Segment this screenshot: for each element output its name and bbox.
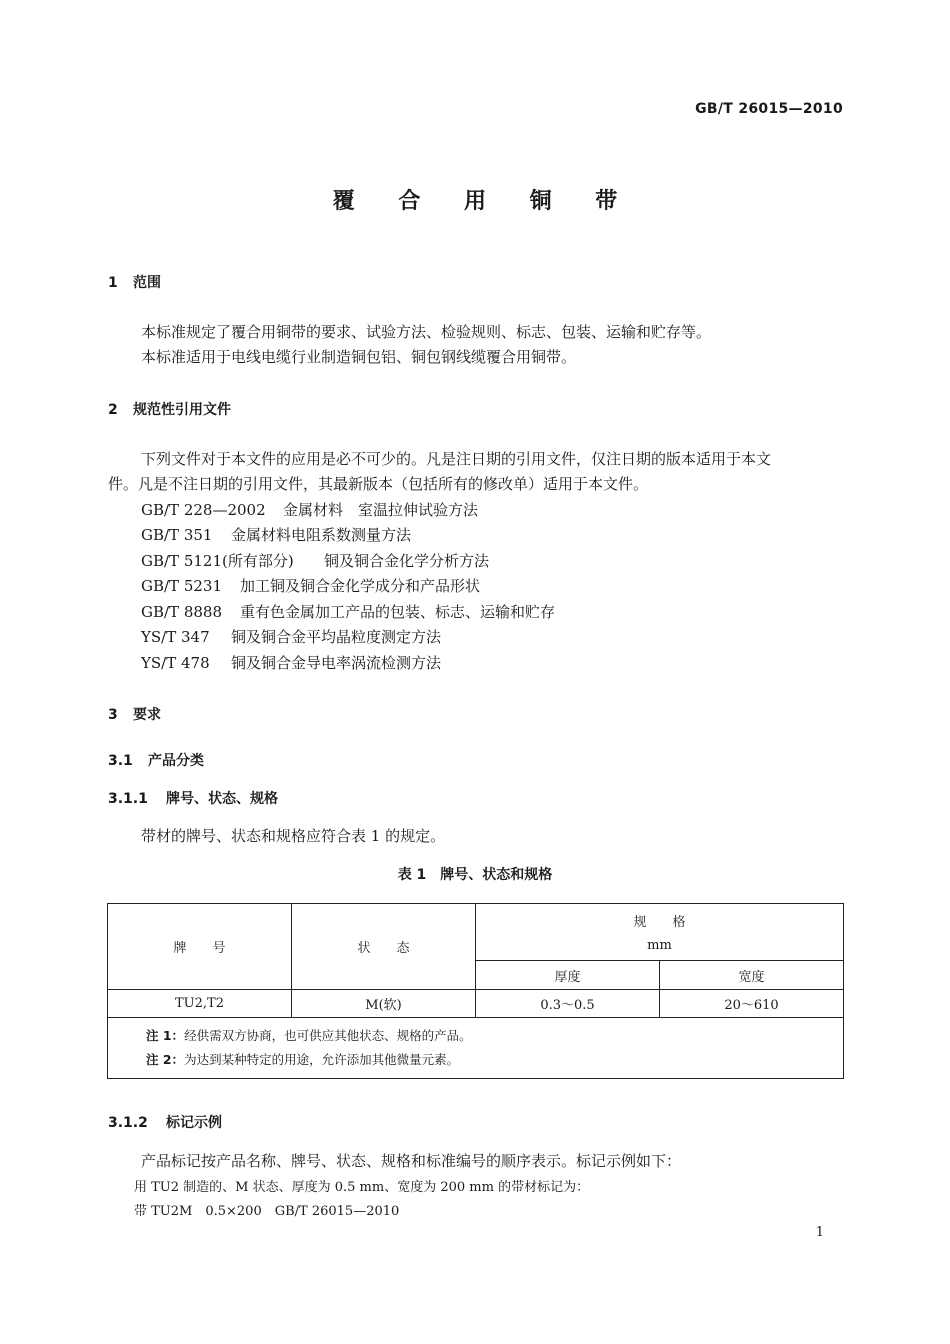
section-title: 产品分类: [148, 753, 204, 769]
header-grade: 牌 号: [108, 904, 292, 990]
table-notes: [108, 1018, 844, 1079]
section-title: 要求: [133, 707, 161, 723]
document-title: 覆 合 用 铜 带: [332, 189, 636, 214]
header-thickness: 厚度: [476, 961, 660, 990]
note-label: 注 1：: [146, 1028, 185, 1043]
reference-title: 重有色金属加工产品的包装、标志、运输和贮存: [240, 603, 556, 621]
note-label: 注 2：: [146, 1052, 185, 1067]
section-number: 3: [108, 707, 118, 723]
section-number: 3.1.1: [108, 791, 148, 807]
header-spec-unit: mm: [647, 938, 672, 953]
table-caption: 表 1 牌号、状态和规格: [397, 867, 553, 883]
reference-code: YS/T 347: [141, 628, 210, 646]
paragraph: 件。凡是不注日期的引用文件，其最新版本（包括所有的修改单）适用于本文件。: [108, 475, 649, 493]
paragraph: 产品标记按产品名称、牌号、状态、规格和标准编号的顺序表示。标记示例如下：: [141, 1152, 682, 1170]
reference-item: [141, 652, 441, 673]
section-title: 标记示例: [166, 1115, 222, 1131]
example-description: 用 TU2 制造的、M 状态、厚度为 0.5 mm、宽度为 200 mm 的带材标记为：: [134, 1180, 590, 1195]
paragraph: 本标准规定了覆合用铜带的要求、试验方法、检验规则、标志、包装、运输和贮存等。: [141, 323, 712, 341]
section-3-1-2-heading: [108, 1112, 222, 1132]
cell-temper: M(软): [292, 990, 476, 1018]
header-width: 宽度: [660, 961, 844, 990]
cell-width: 20～610: [660, 990, 844, 1018]
header-temper: 状 态: [292, 904, 476, 990]
reference-code: GB/T 228—2002: [141, 501, 266, 519]
reference-code: GB/T 5121(所有部分): [141, 552, 294, 570]
section-number: 3.1: [108, 753, 133, 769]
header-spec: [476, 904, 844, 961]
section-title: 规范性引用文件: [133, 402, 231, 418]
section-title: 范围: [133, 275, 161, 291]
reference-item: [141, 499, 478, 520]
note-text: 经供需双方协商，也可供应其他状态、规格的产品。: [184, 1028, 472, 1043]
note-text: 为达到某种特定的用途，允许添加其他微量元素。: [184, 1052, 460, 1067]
reference-title: 金属材料电阻系数测量方法: [231, 526, 412, 544]
paragraph: 带材的牌号、状态和规格应符合表 1 的规定。: [141, 827, 446, 845]
section-3-1-heading: [108, 750, 204, 770]
reference-code: GB/T 351: [141, 526, 213, 544]
standard-number: GB/T 26015—2010: [695, 101, 843, 117]
section-3-heading: [108, 704, 161, 724]
reference-title: 金属材料 室温拉伸试验方法: [283, 501, 479, 519]
reference-item: [141, 550, 489, 571]
paragraph: 本标准适用于电线电缆行业制造铜包铝、铜包钢线缆覆合用铜带。: [141, 348, 577, 366]
section-number: 3.1.2: [108, 1115, 148, 1131]
section-2-heading: [108, 399, 231, 419]
reference-item: [141, 575, 480, 596]
reference-item: [141, 524, 411, 545]
reference-title: 铜及铜合金化学分析方法: [324, 552, 490, 570]
paragraph: 下列文件对于本文件的应用是必不可少的。凡是注日期的引用文件，仅注日期的版本适用于本文: [141, 450, 772, 468]
section-1-heading: [108, 272, 161, 292]
note-2: [146, 1048, 843, 1072]
reference-title: 铜及铜合金平均晶粒度测定方法: [231, 628, 442, 646]
table-row: [108, 990, 844, 1018]
cell-grade: TU2,T2: [108, 990, 292, 1018]
example-mark: 带 TU2M 0.5×200 GB/T 26015—2010: [134, 1204, 400, 1219]
note-1: [146, 1024, 843, 1048]
section-number: 2: [108, 402, 118, 418]
reference-item: [141, 601, 555, 622]
reference-code: GB/T 5231: [141, 577, 223, 595]
reference-item: [141, 626, 441, 647]
section-title: 牌号、状态、规格: [166, 791, 278, 807]
reference-title: 铜及铜合金导电率涡流检测方法: [231, 654, 442, 672]
header-spec-label: 规 格: [633, 915, 686, 930]
spec-table: [107, 903, 844, 1079]
page-number: 1: [815, 1225, 824, 1240]
reference-title: 加工铜及铜合金化学成分和产品形状: [240, 577, 481, 595]
section-number: 1: [108, 275, 118, 291]
reference-code: YS/T 478: [141, 654, 210, 672]
cell-thickness: 0.3～0.5: [476, 990, 660, 1018]
reference-code: GB/T 8888: [141, 603, 223, 621]
section-3-1-1-heading: [108, 788, 278, 808]
